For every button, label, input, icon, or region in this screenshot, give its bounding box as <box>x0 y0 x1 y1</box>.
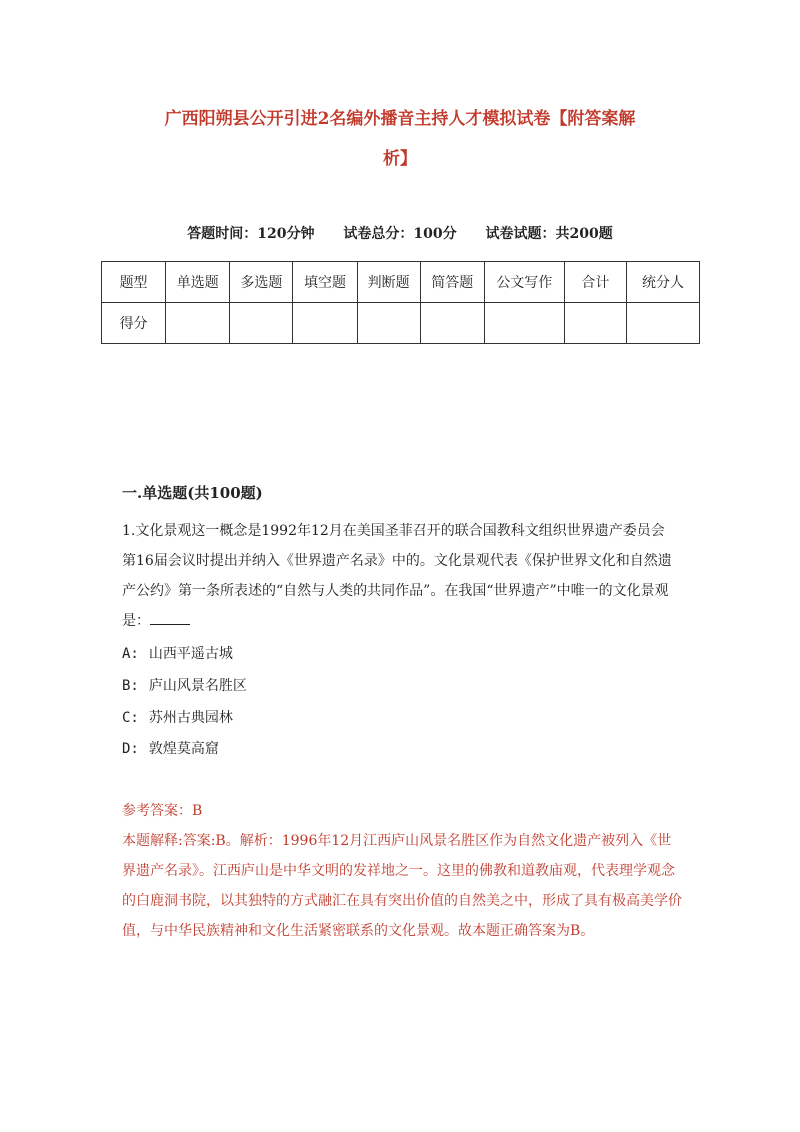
header-cell: 合计 <box>564 262 626 303</box>
option-key: D: <box>122 741 139 757</box>
document-title-line-1: 广西阳朔县公开引进2名编外播音主持人才模拟试卷【附答案解 <box>164 109 636 129</box>
reference-answer: 参考答案：B <box>122 803 203 819</box>
question-text: 1.文化景观这一概念是1992年12月在美国圣菲召开的联合国教科文组织世界遗产委员会第16届会议时提出并纳入《世界遗产名录》中的。文化景观代表《保护世界文化和自然遗产公约》第一条所表述的“自然与人类的共同作品”。在我国“世界遗产”中唯一的文化景观是： <box>122 523 672 629</box>
section-title: 一.单选题(共100题) <box>122 484 263 502</box>
score-cell <box>626 303 699 344</box>
score-cell <box>484 303 564 344</box>
answer-explanation: 本题解释:答案:B。解析：1996年12月江西庐山风景名胜区作为自然文化遗产被列入《世界遗产名录》。江西庐山是中华文明的发祥地之一。这里的佛教和道教庙观，代表理学观念的白鹿洞书院，以其独特的方式融汇在具有突出价值的自然美之中，形成了具有极高美学价值，与中华民族精神和文化生活紧密联系的文化景观。故本题正确答案为B。 <box>122 833 682 939</box>
header-cell: 统分人 <box>626 262 699 303</box>
score-table-header-row <box>102 262 700 303</box>
option-d <box>122 738 219 758</box>
score-table <box>101 261 700 344</box>
option-key: A: <box>122 646 139 662</box>
option-key: B: <box>122 678 139 694</box>
header-cell: 单选题 <box>166 262 230 303</box>
header-cell: 判断题 <box>357 262 420 303</box>
header-cell: 简答题 <box>420 262 484 303</box>
option-b <box>122 675 247 695</box>
option-text: 山西平遥古城 <box>148 646 233 662</box>
exam-total-score: 试卷总分：100分 <box>343 226 457 242</box>
exam-question-count: 试卷试题：共200题 <box>485 226 613 242</box>
score-row-label: 得分 <box>102 303 166 344</box>
score-cell <box>230 303 293 344</box>
answer-blank <box>150 610 190 625</box>
option-a <box>122 643 233 663</box>
header-cell: 填空题 <box>293 262 357 303</box>
header-cell: 题型 <box>102 262 166 303</box>
score-cell <box>357 303 420 344</box>
document-title-line-2: 析】 <box>383 149 417 169</box>
score-cell <box>420 303 484 344</box>
option-text: 苏州古典园林 <box>148 710 233 726</box>
score-cell <box>293 303 357 344</box>
header-cell: 多选题 <box>230 262 293 303</box>
header-cell: 公文写作 <box>484 262 564 303</box>
question-stem <box>122 516 678 636</box>
option-text: 敦煌莫高窟 <box>148 741 219 757</box>
exam-meta <box>100 223 700 243</box>
exam-time: 答题时间：120分钟 <box>187 226 315 242</box>
score-cell <box>564 303 626 344</box>
score-table-score-row <box>102 303 700 344</box>
option-key: C: <box>122 710 139 726</box>
option-c <box>122 707 233 727</box>
score-cell <box>166 303 230 344</box>
option-text: 庐山风景名胜区 <box>148 678 247 694</box>
